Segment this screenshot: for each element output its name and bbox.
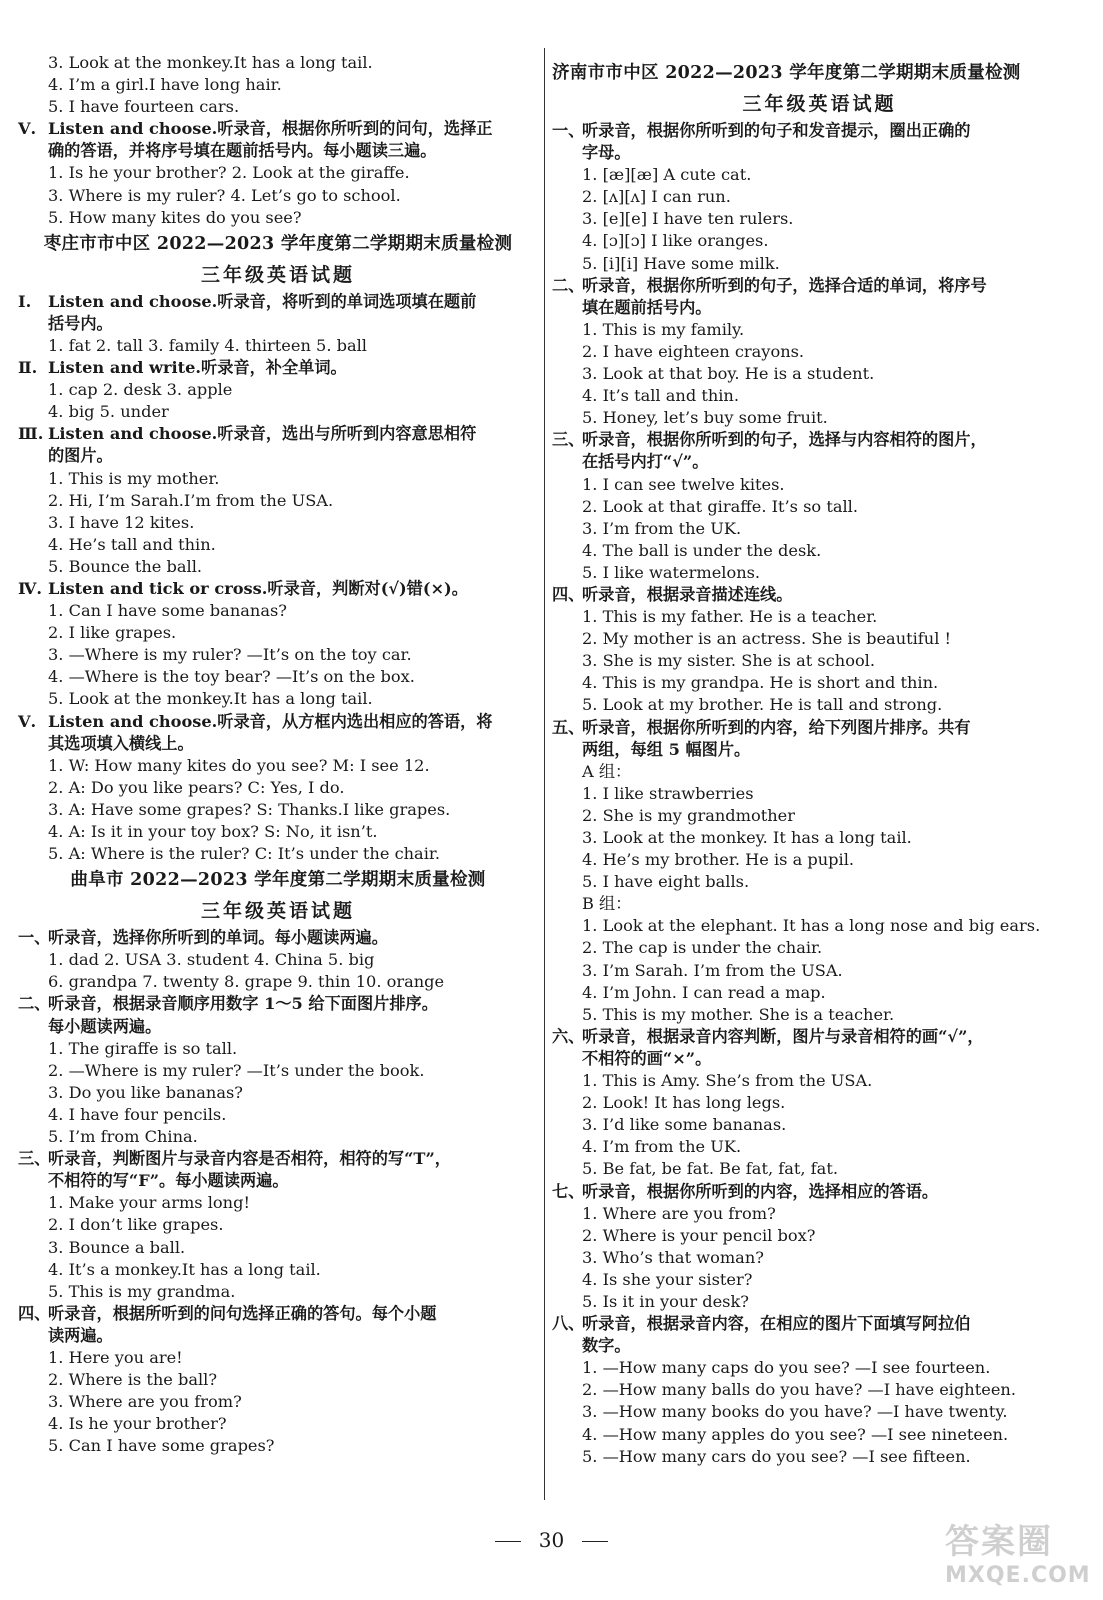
list-item: 5. —How many cars do you see? —I see fifteen. bbox=[582, 1446, 971, 1466]
list-item: 3. Where is my ruler? 4. Let’s go to school. bbox=[48, 185, 401, 205]
section-heading: 四、听录音，根据录音描述连线。 bbox=[552, 584, 793, 604]
exam-subtitle: 三年级英语试题 bbox=[200, 900, 355, 923]
list-item: 3. Do you like bananas? bbox=[48, 1082, 243, 1102]
list-item: 4. I’m from the UK. bbox=[582, 1137, 742, 1157]
list-item: 5. I’m from China. bbox=[48, 1127, 198, 1147]
group-label: B 组： bbox=[582, 894, 632, 914]
list-item: 1. [æ][æ] A cute cat. bbox=[582, 165, 752, 185]
list-item: 1. fat 2. tall 3. family 4. thirteen 5. ball bbox=[48, 335, 367, 355]
exam-subtitle: 三年级英语试题 bbox=[200, 263, 355, 286]
list-item: 4. I’m John. I can read a map. bbox=[582, 982, 826, 1002]
list-item: 4. The ball is under the desk. bbox=[582, 540, 822, 560]
page-number: 30 bbox=[538, 1528, 565, 1552]
list-item: 3. She is my sister. She is at school. bbox=[582, 651, 876, 671]
list-item: 3. A: Have some grapes? S: Thanks.I like grapes. bbox=[48, 799, 451, 819]
list-item: 4. —Where is the toy bear? —It’s on the box. bbox=[48, 667, 415, 687]
list-item: 5. Can I have some grapes? bbox=[48, 1436, 275, 1456]
list-item: 3. I’d like some bananas. bbox=[582, 1115, 787, 1135]
section-heading-cont: 在括号内打“√”。 bbox=[582, 452, 709, 472]
section-heading: 七、听录音，根据你所听到的内容，选择相应的答语。 bbox=[552, 1181, 939, 1201]
section-heading-cont: 的图片。 bbox=[48, 446, 113, 466]
footer-dash-left bbox=[495, 1541, 521, 1543]
list-item: 2. The cap is under the chair. bbox=[582, 938, 823, 958]
list-item: 2. —Where is my ruler? —It’s under the book. bbox=[48, 1060, 425, 1080]
section-heading-cont: 两组，每组 5 幅图片。 bbox=[582, 739, 751, 759]
list-item: 3. [e][e] I have ten rulers. bbox=[582, 209, 794, 229]
list-item: 5. Look at my brother. He is tall and strong. bbox=[582, 695, 943, 715]
section-heading-cont: 确的答语，并将序号填在题前括号内。每小题读三遍。 bbox=[48, 141, 437, 161]
section-heading: 一、听录音，选择你所听到的单词。每小题读两遍。 bbox=[18, 928, 388, 948]
list-item: 3. I’m Sarah. I’m from the USA. bbox=[582, 960, 843, 980]
list-item: 2. Where is the ball? bbox=[48, 1370, 218, 1390]
list-item: 5. This is my mother. She is a teacher. bbox=[582, 1004, 895, 1024]
section-heading: 三、听录音，判断图片与录音内容是否相符，相符的写“T”， bbox=[18, 1149, 451, 1169]
section-heading-cont: 不相符的画“×”。 bbox=[582, 1048, 712, 1068]
exam-title: 枣庄市市中区 2022—2023 学年度第二学期期末质量检测 bbox=[43, 233, 513, 254]
list-item: 1. I like strawberries bbox=[582, 783, 754, 803]
list-item: 1. This is my father. He is a teacher. bbox=[582, 607, 878, 627]
list-item: 3. Where are you from? bbox=[48, 1392, 242, 1412]
list-item: 2. She is my grandmother bbox=[582, 805, 795, 825]
list-item: 2. A: Do you like pears? C: Yes, I do. bbox=[48, 777, 345, 797]
list-item: 5. [i][i] Have some milk. bbox=[582, 253, 780, 273]
list-item: 2. Look! It has long legs. bbox=[582, 1093, 786, 1113]
list-item: 4. Is she your sister? bbox=[582, 1269, 753, 1289]
watermark-cn: 答案圈 bbox=[945, 1522, 1053, 1562]
list-item: 1. Can I have some bananas? bbox=[48, 601, 287, 621]
list-item: 1. Is he your brother? 2. Look at the giraffe. bbox=[48, 163, 410, 183]
page-footer bbox=[0, 1528, 1103, 1552]
group-label: A 组： bbox=[582, 761, 632, 781]
list-item: 4. It’s a monkey.It has a long tail. bbox=[48, 1259, 321, 1279]
section-heading-cont: 其选项填入横线上。 bbox=[48, 733, 194, 753]
section-heading: 一、听录音，根据你所听到的句子和发音提示，圈出正确的 bbox=[552, 121, 971, 140]
list-item: 3. Look at the monkey. It has a long tail. bbox=[582, 828, 912, 847]
section-heading: 二、听录音，根据你所听到的句子，选择合适的单词，将序号 bbox=[552, 275, 987, 295]
list-item: 4. This is my grandpa. He is short and thin. bbox=[582, 673, 939, 693]
section-heading: 二、听录音，根据录音顺序用数字 1～5 给下面图片排序。 bbox=[18, 994, 438, 1014]
list-item: 4. It’s tall and thin. bbox=[582, 386, 740, 406]
list-item: 1. This is my mother. bbox=[48, 468, 220, 488]
list-item: 1. W: How many kites do you see? M: I see 12. bbox=[48, 755, 430, 775]
list-item: 5. Be fat, be fat. Be fat, fat, fat. bbox=[582, 1159, 838, 1179]
list-item: 1. Make your arms long! bbox=[48, 1193, 250, 1213]
section-heading-cont: 不相符的写“F”。每小题读两遍。 bbox=[48, 1171, 289, 1191]
section-heading: Ⅱ. Listen and write.听录音，补全单词。 bbox=[18, 358, 347, 378]
list-item: 6. grandpa 7. twenty 8. grape 9. thin 10. orange bbox=[48, 972, 445, 992]
list-item: 4. [ɔ][ɔ] I like oranges. bbox=[582, 231, 769, 251]
list-item: 3. —How many books do you have? —I have twenty. bbox=[582, 1402, 1008, 1422]
section-heading: 六、听录音，根据录音内容判断，图片与录音相符的画“√”， bbox=[552, 1026, 984, 1046]
section-heading: 四、听录音，根据所听到的问句选择正确的答句。每个小题 bbox=[18, 1303, 437, 1323]
list-item: 2. I don’t like grapes. bbox=[48, 1215, 224, 1235]
left-column bbox=[18, 52, 538, 1457]
list-item: 4. I’m a girl.I have long hair. bbox=[48, 75, 282, 95]
list-item: 4. —How many apples do you see? —I see nineteen. bbox=[582, 1424, 1009, 1444]
list-item: 5. A: Where is the ruler? C: It’s under the chair. bbox=[48, 844, 440, 864]
section-heading: Ⅴ. Listen and choose.听录音，根据你所听到的问句，选择正 bbox=[18, 119, 493, 139]
section-heading-cont: 括号内。 bbox=[48, 313, 113, 333]
watermark-en: MXQE.COM bbox=[945, 1563, 1091, 1588]
section-heading: Ⅲ. Listen and choose.听录音，选出与所听到内容意思相符 bbox=[18, 424, 477, 444]
section-heading: 三、听录音，根据你所听到的句子，选择与内容相符的图片， bbox=[552, 430, 987, 450]
list-item: 2. I like grapes. bbox=[48, 623, 177, 643]
list-item: 4. big 5. under bbox=[48, 402, 169, 422]
section-heading-cont: 读两遍。 bbox=[48, 1325, 113, 1345]
section-heading: Ⅰ. Listen and choose.听录音，将听到的单词选项填在题前 bbox=[18, 291, 477, 311]
list-item: 1. dad 2. USA 3. student 4. China 5. big bbox=[48, 950, 375, 970]
section-heading: Ⅴ. Listen and choose.听录音，从方框内选出相应的答语，将 bbox=[18, 711, 493, 731]
list-item: 1. Look at the elephant. It has a long nose and big ears. bbox=[582, 916, 1041, 936]
section-heading-cont: 字母。 bbox=[582, 143, 631, 163]
list-item: 3. Look at the monkey.It has a long tail. bbox=[48, 53, 373, 72]
list-item: 5. Look at the monkey.It has a long tail. bbox=[48, 689, 373, 709]
list-item: 1. Here you are! bbox=[48, 1347, 183, 1367]
list-item: 5. How many kites do you see? bbox=[48, 207, 302, 227]
exam-title: 济南市市中区 2022—2023 学年度第二学期期末质量检测 bbox=[552, 63, 1021, 83]
footer-dash-right bbox=[582, 1541, 608, 1543]
list-item: 2. —How many balls do you have? —I have eighteen. bbox=[582, 1380, 1016, 1400]
section-heading: Ⅳ. Listen and tick or cross.听录音，判断对(√)错(×)。 bbox=[18, 578, 468, 598]
section-heading-cont: 每小题读两遍。 bbox=[48, 1016, 162, 1036]
list-item: 3. Look at that boy. He is a student. bbox=[582, 364, 875, 384]
list-item: 1. —How many caps do you see? —I see fourteen. bbox=[582, 1358, 991, 1378]
list-item: 4. A: Is it in your toy box? S: No, it isn’t. bbox=[48, 822, 378, 841]
list-item: 4. He’s my brother. He is a pupil. bbox=[582, 850, 855, 870]
exam-subtitle: 三年级英语试题 bbox=[742, 93, 897, 115]
right-column bbox=[552, 58, 1087, 1468]
column-divider bbox=[544, 48, 545, 1500]
section-heading-cont: 填在题前括号内。 bbox=[582, 297, 712, 317]
list-item: 4. I have four pencils. bbox=[48, 1104, 227, 1124]
list-item: 3. —Where is my ruler? —It’s on the toy car. bbox=[48, 645, 412, 665]
section-heading: 五、听录音，根据你所听到的内容，给下列图片排序。共有 bbox=[552, 717, 971, 737]
list-item: 4. Is he your brother? bbox=[48, 1414, 227, 1434]
list-item: 4. He’s tall and thin. bbox=[48, 534, 216, 554]
watermark-logo bbox=[945, 1514, 1095, 1592]
list-item: 3. I have 12 kites. bbox=[48, 512, 195, 532]
list-item: 1. I can see twelve kites. bbox=[582, 474, 785, 494]
list-item: 5. I have eight balls. bbox=[582, 872, 750, 892]
list-item: 3. Bounce a ball. bbox=[48, 1237, 186, 1257]
list-item: 2. Hi, I’m Sarah.I’m from the USA. bbox=[48, 490, 334, 510]
list-item: 5. I have fourteen cars. bbox=[48, 97, 240, 117]
list-item: 3. Who’s that woman? bbox=[582, 1247, 764, 1267]
list-item: 2. [ʌ][ʌ] I can run. bbox=[582, 187, 731, 207]
list-item: 1. This is Amy. She’s from the USA. bbox=[582, 1071, 873, 1091]
list-item: 1. The giraffe is so tall. bbox=[48, 1038, 238, 1058]
list-item: 1. This is my family. bbox=[582, 319, 745, 339]
list-item: 1. cap 2. desk 3. apple bbox=[48, 380, 233, 400]
exam-title: 曲阜市 2022—2023 学年度第二学期期末质量检测 bbox=[70, 870, 486, 891]
list-item: 5. This is my grandma. bbox=[48, 1281, 236, 1301]
section-heading-cont: 数字。 bbox=[582, 1336, 631, 1356]
list-item: 2. Look at that giraffe. It’s so tall. bbox=[582, 496, 858, 516]
list-item: 2. I have eighteen crayons. bbox=[582, 341, 805, 361]
list-item: 5. Is it in your desk? bbox=[582, 1291, 749, 1311]
list-item: 3. I’m from the UK. bbox=[582, 518, 742, 538]
list-item: 5. Bounce the ball. bbox=[48, 556, 203, 576]
list-item: 1. Where are you from? bbox=[582, 1203, 776, 1223]
list-item: 2. Where is your pencil box? bbox=[582, 1225, 816, 1245]
list-item: 5. I like watermelons. bbox=[582, 562, 761, 582]
list-item: 5. Honey, let’s buy some fruit. bbox=[582, 408, 828, 428]
section-heading: 八、听录音，根据录音内容，在相应的图片下面填写阿拉伯 bbox=[552, 1314, 971, 1334]
list-item: 2. My mother is an actress. She is beautiful ! bbox=[582, 629, 952, 649]
